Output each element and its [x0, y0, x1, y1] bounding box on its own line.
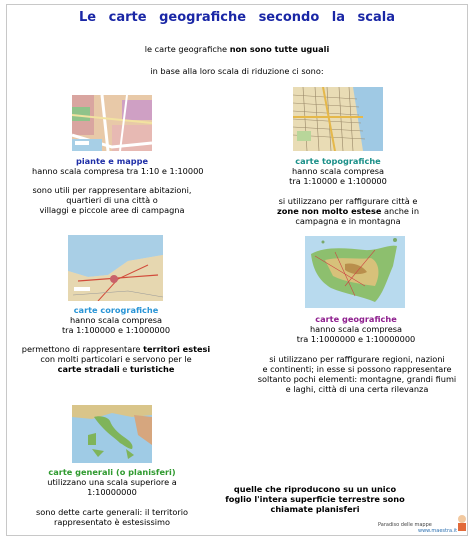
piante-heading: piante e mappe — [75, 156, 149, 166]
generali-desc-2: rappresentato è estesissimo — [53, 517, 171, 527]
corografiche-heading: carte corografiche — [73, 305, 159, 315]
turistiche-label: turistiche — [129, 364, 175, 374]
topografiche-heading: carte topografiche — [295, 156, 381, 166]
pianta-map-image — [72, 95, 152, 151]
topografiche-scale-1: hanno scala compresa — [291, 166, 385, 176]
corografiche-desc-2: con molti particolari e servono per le — [40, 354, 192, 364]
piante-desc-2: quartieri di una città o — [66, 195, 158, 205]
footer-site-name: Paradiso delle mappe — [378, 522, 432, 528]
piante-desc-3: villaggi e piccole aree di campagna — [39, 205, 185, 215]
generali-scale-1: utilizzano una scala superiore a — [47, 477, 177, 487]
geografiche-desc-4: e laghi, città di una certa rilevanza — [285, 384, 429, 394]
intro-line-2: in base alla loro scala di riduzione ci sono: — [150, 66, 324, 76]
geografica-map-image — [305, 236, 405, 308]
corografiche-scale-1: hanno scala compresa — [69, 315, 163, 325]
topografiche-desc-3: campagna e in montagna — [295, 216, 401, 226]
piante-desc-1: sono utili per rappresentare abitazioni, — [32, 185, 192, 195]
footer-mascot-icon — [456, 514, 468, 532]
geografiche-desc-3: soltanto pochi elementi: montagne, grandi fiumi — [257, 374, 457, 384]
intro-line-1 — [0, 44, 474, 54]
intro-emphasis: non sono tutte uguali — [229, 44, 330, 54]
topografica-map-image — [293, 87, 383, 151]
geografiche-desc-1: si utilizzano per raffigurare regioni, nazioni — [269, 354, 445, 364]
page-title: Le carte geografiche secondo la scala — [79, 10, 395, 25]
generali-heading: carte generali (o planisferi) — [48, 467, 176, 477]
corografiche-desc-3-join: e — [119, 364, 130, 374]
planisferi-line-1: quelle che riproducono su un unico — [233, 484, 397, 494]
geografiche-desc-2: e continenti; in esse si possono rappresentare — [262, 364, 452, 374]
generale-map-image — [72, 405, 152, 463]
topografiche-desc-2-rest: anche in — [381, 206, 420, 216]
corografiche-desc-3 — [16, 364, 216, 374]
corografiche-desc-1 — [16, 344, 216, 354]
geografiche-scale-1: hanno scala compresa — [309, 324, 403, 334]
corografiche-desc-1-text: permettono di rappresentare — [21, 344, 144, 354]
generali-scale-2: 1:10000000 — [87, 487, 137, 497]
generali-desc-1: sono dette carte generali: il territorio — [36, 507, 188, 517]
carte-stradali-label: carte stradali — [57, 364, 120, 374]
topografiche-emphasis: zone non molto estese — [276, 206, 382, 216]
piante-scale: hanno scala compresa tra 1:10 e 1:10000 — [32, 166, 204, 176]
intro-text: le carte geografiche — [144, 44, 230, 54]
geografiche-scale-2: tra 1:1000000 e 1:10000000 — [296, 334, 416, 344]
corografiche-emphasis: territori estesi — [143, 344, 211, 354]
planisferi-line-2: foglio l'intera superficie terrestre sono — [225, 494, 405, 504]
topografiche-desc-1: si utilizzano per raffigurare città e — [278, 196, 418, 206]
corografica-map-image — [68, 235, 163, 301]
geografiche-heading: carte geografiche — [315, 314, 397, 324]
corografiche-scale-2: tra 1:100000 e 1:1000000 — [61, 325, 171, 335]
topografiche-scale-2: tra 1:10000 e 1:100000 — [289, 176, 387, 186]
footer-url: www.maestra.it — [418, 528, 458, 534]
topografiche-desc-2 — [248, 206, 448, 216]
planisferi-line-3: chiamate planisferi — [270, 504, 360, 514]
